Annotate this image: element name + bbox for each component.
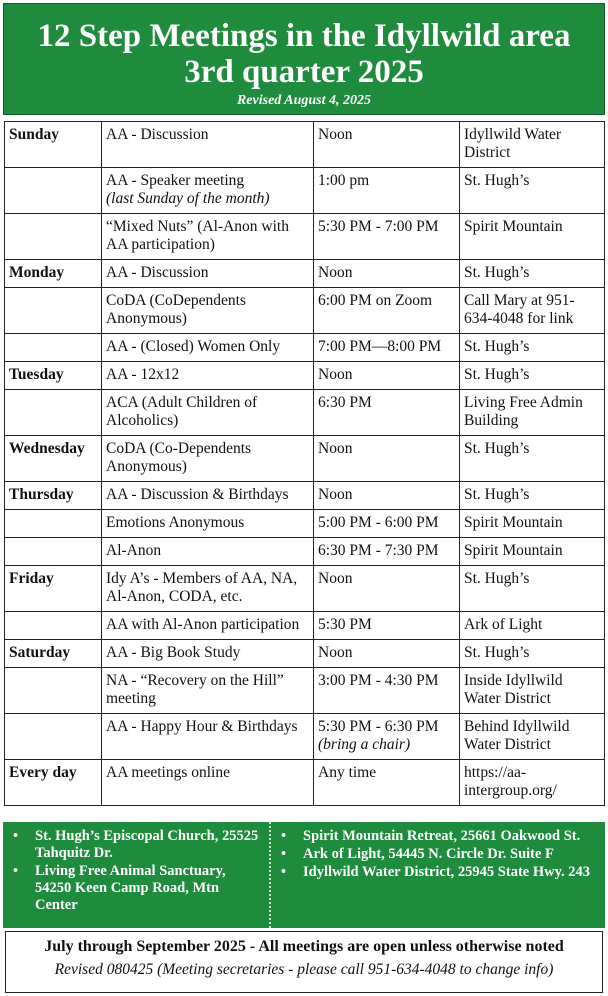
meeting-name: AA - Happy Hour & Birthdays	[106, 718, 298, 735]
meeting-day: Monday	[5, 260, 102, 288]
meeting-time-cell	[314, 538, 460, 566]
table-row	[5, 214, 605, 260]
bullet-icon: •	[13, 863, 19, 879]
meeting-location: Spirit Mountain	[460, 538, 605, 566]
meeting-name: Emotions Anonymous	[106, 514, 245, 531]
meeting-time: Noon	[318, 440, 353, 457]
meeting-day	[5, 538, 102, 566]
meeting-name: Al-Anon	[106, 542, 162, 559]
meeting-time: 5:00 PM - 6:00 PM	[318, 514, 439, 531]
meeting-time: 6:00 PM on Zoom	[318, 292, 433, 309]
table-row	[5, 362, 605, 390]
meeting-time-cell	[314, 122, 460, 168]
meeting-day: Thursday	[5, 482, 102, 510]
meeting-day: Sunday	[5, 122, 102, 168]
meeting-time-cell	[314, 612, 460, 640]
meeting-name: ACA (Adult Children of Alcoholics)	[106, 394, 258, 429]
meeting-time-cell	[314, 288, 460, 334]
table-row	[5, 538, 605, 566]
table-row	[5, 612, 605, 640]
location-text: St. Hugh’s Episcopal Church, 25525 Tahquitz Dr.	[35, 828, 259, 861]
meeting-time: Noon	[318, 570, 353, 587]
meeting-name-cell	[102, 668, 314, 714]
meeting-location: Ark of Light	[460, 612, 605, 640]
meeting-note: (last Sunday of the month)	[106, 190, 270, 207]
meeting-time-note: (bring a chair)	[318, 736, 411, 753]
table-row	[5, 122, 605, 168]
page-title: 12 Step Meetings in the Idyllwild area	[37, 18, 571, 54]
meeting-location: St. Hugh’s	[460, 436, 605, 482]
meeting-time-cell	[314, 640, 460, 668]
meeting-name-cell	[102, 482, 314, 510]
meeting-time-cell	[314, 668, 460, 714]
meeting-time: Noon	[318, 264, 353, 281]
meeting-name-cell	[102, 122, 314, 168]
meeting-time: 5:30 PM - 6:30 PM	[318, 718, 439, 735]
meeting-time: Noon	[318, 126, 353, 143]
meeting-time-cell	[314, 760, 460, 806]
meeting-location: St. Hugh’s	[460, 640, 605, 668]
meeting-location: Inside Idyllwild Water District	[460, 668, 605, 714]
meeting-day: Friday	[5, 566, 102, 612]
meeting-location: Spirit Mountain	[460, 214, 605, 260]
location-item	[11, 828, 263, 862]
meeting-name: AA - Big Book Study	[106, 644, 241, 661]
meeting-name-cell	[102, 214, 314, 260]
meeting-name-cell	[102, 640, 314, 668]
meeting-day	[5, 168, 102, 214]
meeting-name: AA meetings online	[106, 764, 230, 781]
location-item	[279, 828, 599, 845]
locations-left-column	[3, 822, 269, 928]
table-row	[5, 566, 605, 612]
meeting-location: Spirit Mountain	[460, 510, 605, 538]
meeting-time: Any time	[318, 764, 377, 781]
meeting-name: AA - 12x12	[106, 366, 180, 383]
meeting-name: NA - “Recovery on the Hill” meeting	[106, 672, 284, 707]
meeting-location: St. Hugh’s	[460, 334, 605, 362]
table-row	[5, 436, 605, 482]
table-row	[5, 714, 605, 760]
table-row	[5, 510, 605, 538]
meeting-name-cell	[102, 390, 314, 436]
meeting-time: 7:00 PM—8:00 PM	[318, 338, 442, 355]
meeting-location: Idyllwild Water District	[460, 122, 605, 168]
locations-box	[3, 822, 605, 928]
meeting-name-cell	[102, 760, 314, 806]
meeting-day: Saturday	[5, 640, 102, 668]
meeting-name-cell	[102, 566, 314, 612]
meeting-name-cell	[102, 714, 314, 760]
header-banner	[3, 3, 605, 115]
meeting-name-cell	[102, 362, 314, 390]
meeting-time: Noon	[318, 486, 353, 503]
location-text: Idyllwild Water District, 25945 State Hwy. 243	[303, 864, 591, 880]
meeting-name-cell	[102, 260, 314, 288]
meeting-name: AA - (Closed) Women Only	[106, 338, 281, 355]
meeting-location: Living Free Admin Building	[460, 390, 605, 436]
table-row	[5, 288, 605, 334]
meeting-time-cell	[314, 260, 460, 288]
meeting-time-cell	[314, 362, 460, 390]
meeting-time: 1:00 pm	[318, 172, 370, 189]
meeting-time-cell	[314, 334, 460, 362]
bullet-icon: •	[281, 864, 287, 880]
meeting-name: AA with Al-Anon participation	[106, 616, 300, 633]
meeting-name: CoDA (CoDependents Anonymous)	[106, 292, 246, 327]
meeting-day	[5, 668, 102, 714]
page-subtitle: 3rd quarter 2025	[184, 54, 424, 90]
meeting-name-cell	[102, 436, 314, 482]
meeting-time-cell	[314, 390, 460, 436]
meeting-time-cell	[314, 482, 460, 510]
location-item	[11, 863, 263, 914]
meeting-location: St. Hugh’s	[460, 362, 605, 390]
location-text: Living Free Animal Sanctuary, 54250 Keen Camp Road, Mtn Center	[35, 863, 226, 913]
meeting-schedule-table	[4, 121, 605, 806]
location-text: Spirit Mountain Retreat, 25661 Oakwood St.	[303, 828, 581, 844]
meeting-time: 6:30 PM - 7:30 PM	[318, 542, 439, 559]
meeting-name: AA - Speaker meeting	[106, 172, 245, 189]
location-item	[279, 846, 599, 863]
meeting-name-cell	[102, 168, 314, 214]
meeting-day: Wednesday	[5, 436, 102, 482]
footer-notice: July through September 2025 - All meetings are open unless otherwise noted	[44, 938, 564, 955]
bullet-icon: •	[281, 846, 287, 862]
meeting-time-cell	[314, 510, 460, 538]
meeting-day	[5, 288, 102, 334]
bullet-icon: •	[281, 828, 287, 844]
meeting-day	[5, 612, 102, 640]
meeting-day	[5, 214, 102, 260]
table-row	[5, 482, 605, 510]
meeting-name-cell	[102, 510, 314, 538]
meeting-day	[5, 390, 102, 436]
meeting-location: St. Hugh’s	[460, 482, 605, 510]
meeting-time-cell	[314, 214, 460, 260]
bullet-icon: •	[13, 828, 19, 844]
meeting-name-cell	[102, 334, 314, 362]
table-row	[5, 334, 605, 362]
meeting-name-cell	[102, 612, 314, 640]
meeting-day	[5, 714, 102, 760]
meeting-time: Noon	[318, 644, 353, 661]
meeting-location: https://aa-intergroup.org/	[460, 760, 605, 806]
locations-right-column	[269, 822, 605, 928]
meeting-name: AA - Discussion	[106, 264, 209, 281]
meeting-day	[5, 510, 102, 538]
footer-box	[5, 931, 603, 993]
meeting-day: Every day	[5, 760, 102, 806]
revised-date: Revised August 4, 2025	[236, 93, 372, 108]
meeting-time: 5:30 PM - 7:00 PM	[318, 218, 439, 235]
meeting-location: Call Mary at 951-634-4048 for link	[460, 288, 605, 334]
table-row	[5, 640, 605, 668]
meeting-name-cell	[102, 288, 314, 334]
meeting-time: Noon	[318, 366, 353, 383]
meeting-name: “Mixed Nuts” (Al-Anon with AA participation)	[106, 218, 289, 253]
meeting-time: 3:00 PM - 4:30 PM	[318, 672, 439, 689]
footer-revision: Revised 080425 (Meeting secretaries - please call 951-634-4048 to change info)	[54, 961, 554, 978]
meeting-time-cell	[314, 566, 460, 612]
location-text: Ark of Light, 54445 N. Circle Dr. Suite F	[303, 846, 554, 862]
meeting-location: St. Hugh’s	[460, 168, 605, 214]
table-row	[5, 168, 605, 214]
meeting-name: CoDA (Co-Dependents Anonymous)	[106, 440, 252, 475]
meeting-name: AA - Discussion & Birthdays	[106, 486, 289, 503]
table-row	[5, 668, 605, 714]
table-row	[5, 390, 605, 436]
meeting-time-cell	[314, 714, 460, 760]
meeting-location: Behind Idyllwild Water District	[460, 714, 605, 760]
meeting-time-cell	[314, 436, 460, 482]
table-row	[5, 260, 605, 288]
location-item	[279, 864, 599, 881]
meeting-time: 5:30 PM	[318, 616, 372, 633]
meeting-location: St. Hugh’s	[460, 260, 605, 288]
meeting-time-cell	[314, 168, 460, 214]
meeting-time: 6:30 PM	[318, 394, 372, 411]
table-row	[5, 760, 605, 806]
meeting-name: Idy A’s - Members of AA, NA, Al-Anon, CODA, etc.	[106, 570, 298, 605]
meeting-location: St. Hugh’s	[460, 566, 605, 612]
meeting-name: AA - Discussion	[106, 126, 209, 143]
meeting-day	[5, 334, 102, 362]
meeting-name-cell	[102, 538, 314, 566]
meeting-day: Tuesday	[5, 362, 102, 390]
